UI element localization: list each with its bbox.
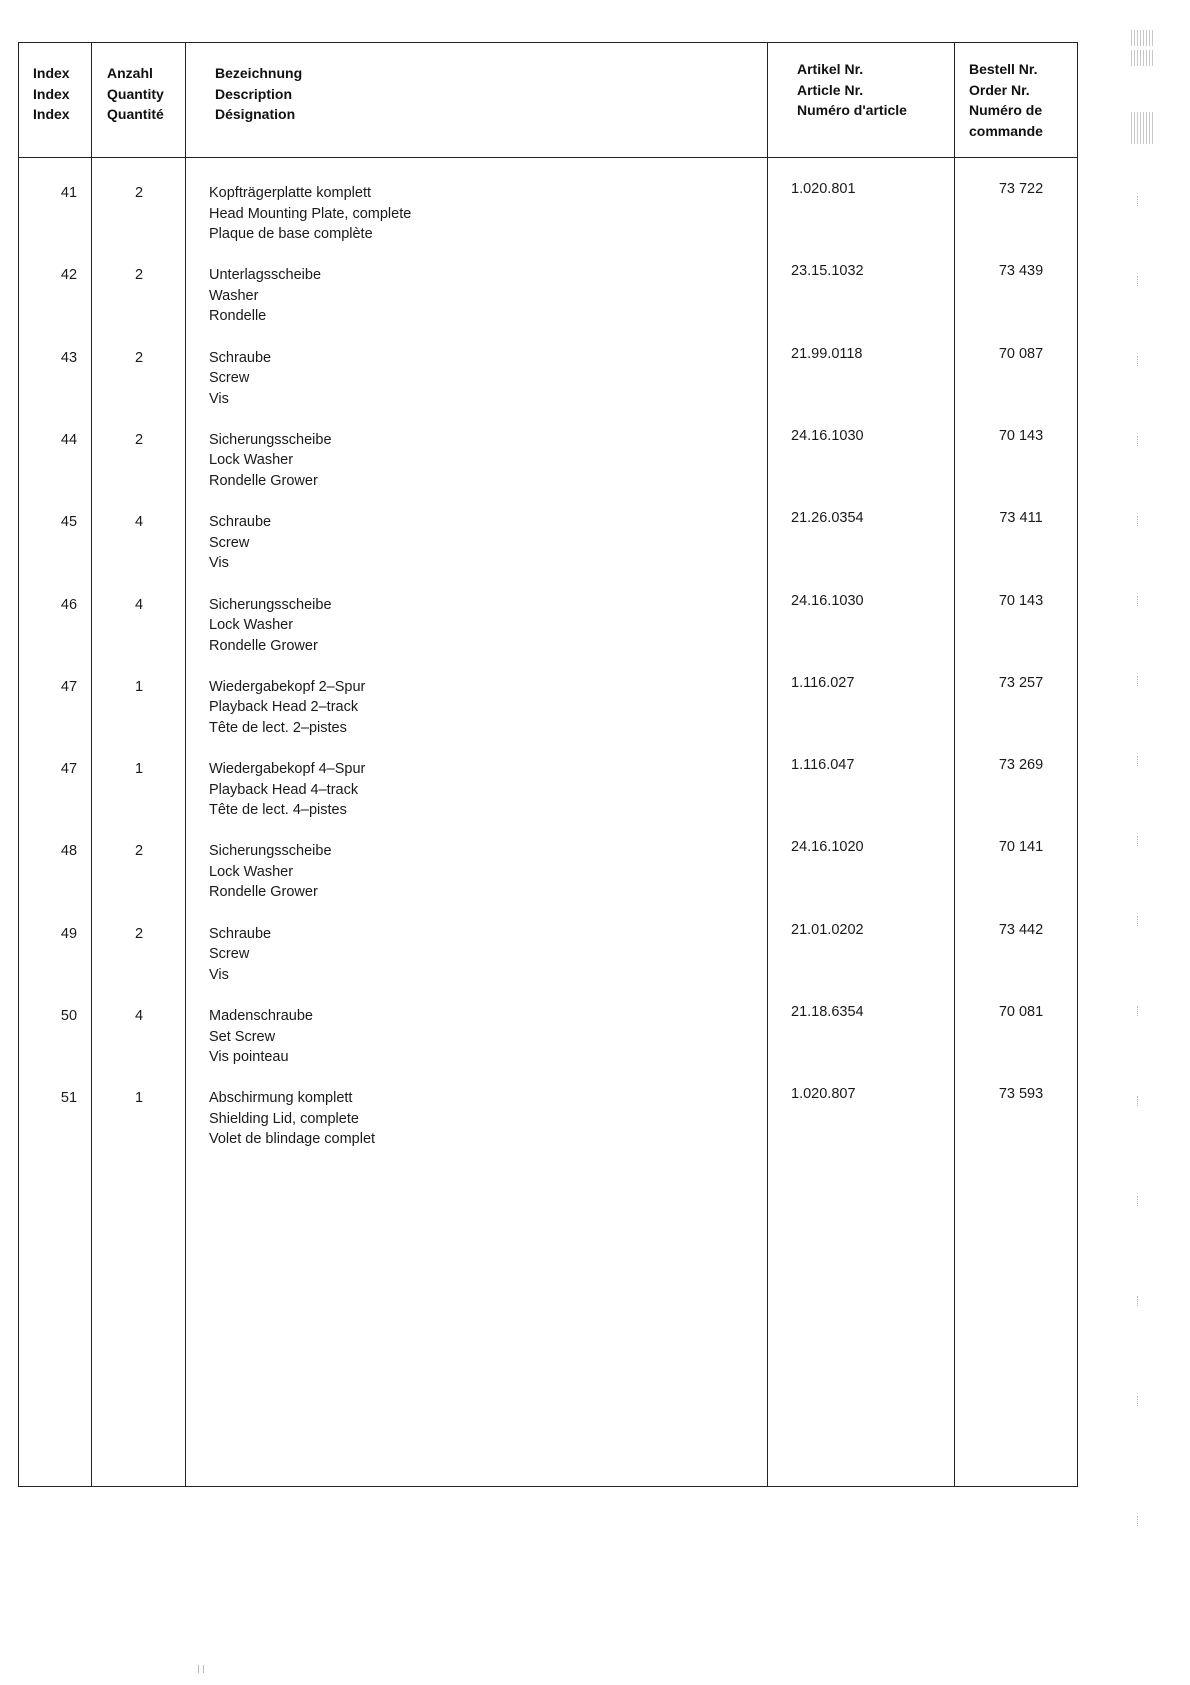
description-line: Unterlagsscheibe [209, 267, 322, 284]
description-line: Vis [209, 555, 229, 572]
table-row [19, 265, 1077, 347]
row-index: 49 [60, 925, 78, 942]
row-description [209, 595, 332, 657]
table-row [19, 427, 1077, 512]
description-line: Rondelle [209, 308, 267, 325]
row-description [209, 924, 271, 986]
row-article-number: 1.020.801 [791, 181, 856, 197]
scan-artifact [1137, 1096, 1142, 1106]
table-row [19, 1088, 1077, 1170]
scan-edge-marks [1125, 26, 1159, 1566]
header-divider [19, 157, 1077, 158]
scan-artifact [1137, 436, 1142, 446]
table-row [19, 674, 1077, 759]
row-quantity: 2 [134, 349, 144, 366]
scan-artifact [1137, 676, 1142, 686]
description-line: Lock Washer [209, 863, 294, 880]
description-line: Schraube [209, 514, 272, 531]
table-row [19, 512, 1077, 594]
description-line: Sicherungsscheibe [209, 431, 332, 448]
row-order-number: 73 722 [998, 181, 1044, 197]
header-description: Bezeichnung Description Désignation [215, 65, 303, 122]
description-line: Vis [209, 966, 229, 983]
description-line: Rondelle Grower [209, 884, 318, 901]
description-line: Screw [209, 370, 250, 387]
row-index: 42 [60, 267, 78, 284]
row-article-number: 23.15.1032 [791, 263, 864, 280]
row-description [209, 265, 321, 327]
row-quantity: 2 [134, 267, 144, 284]
row-article-number: 21.99.0118 [791, 345, 863, 362]
row-order-number: 70 141 [998, 839, 1044, 856]
row-order-number: 73 442 [998, 921, 1044, 938]
description-line: Schraube [209, 925, 272, 942]
description-line: Plaque de base complète [209, 226, 373, 242]
description-line: Screw [209, 946, 250, 963]
scan-artifact [1137, 1396, 1142, 1406]
row-order-number: 73 439 [998, 263, 1044, 280]
description-line: Rondelle Grower [209, 472, 318, 489]
description-line: Head Mounting Plate, complete [209, 205, 412, 222]
table-row [19, 592, 1077, 677]
description-line: Playback Head 2–track [209, 699, 359, 716]
scan-artifact [1137, 516, 1142, 526]
scan-artifact [1137, 1516, 1142, 1526]
row-order-number: 70 143 [998, 427, 1044, 444]
row-order-number: 70 087 [998, 345, 1044, 362]
table-row [19, 759, 1077, 841]
scan-artifact [1137, 276, 1142, 286]
description-line: Vis [209, 390, 229, 407]
table-row [19, 841, 1077, 923]
header-index: Index Index Index [33, 65, 70, 122]
table-row [19, 921, 1077, 1006]
row-description [209, 1006, 313, 1068]
table-row [19, 183, 1077, 265]
scan-artifact [1137, 596, 1142, 606]
table-row [19, 345, 1077, 430]
description-line: Sicherungsscheibe [209, 596, 332, 613]
row-article-number: 24.16.1030 [791, 592, 864, 609]
row-index: 46 [60, 596, 78, 613]
row-description [209, 1088, 375, 1150]
scan-artifact [1137, 1196, 1142, 1206]
row-order-number: 70 143 [998, 592, 1044, 609]
row-quantity: 2 [134, 843, 144, 860]
row-quantity: 2 [134, 185, 144, 201]
description-line: Madenschraube [209, 1008, 313, 1024]
description-line: Wiedergabekopf 2–Spur [209, 678, 366, 695]
row-order-number: 73 257 [998, 674, 1044, 691]
row-index: 47 [60, 761, 78, 778]
scan-artifact [1137, 356, 1142, 366]
description-line: Tête de lect. 2–pistes [209, 719, 347, 736]
description-line: Kopfträgerplatte komplett [209, 185, 372, 201]
header-order-number: Bestell Nr. Order Nr. Numéro de commande [969, 61, 1043, 139]
row-quantity: 2 [134, 925, 144, 942]
row-article-number: 21.18.6354 [791, 1004, 864, 1020]
description-line: Wiedergabekopf 4–Spur [209, 761, 366, 778]
header-article-number: Artikel Nr. Article Nr. Numéro d'article [797, 61, 907, 118]
row-article-number: 1.116.047 [791, 757, 855, 774]
description-line: Sicherungsscheibe [209, 843, 332, 860]
row-description [209, 512, 271, 574]
description-line: Rondelle Grower [209, 637, 318, 654]
scan-artifact [1137, 196, 1142, 206]
row-index: 45 [60, 514, 78, 531]
row-index: 41 [60, 185, 78, 201]
scan-artifact [1137, 1006, 1142, 1016]
description-line: Lock Washer [209, 617, 294, 633]
row-description [209, 841, 332, 903]
row-article-number: 1.116.027 [791, 674, 855, 691]
row-index: 47 [60, 678, 78, 695]
row-order-number: 70 081 [998, 1004, 1044, 1020]
row-article-number: 21.26.0354 [791, 510, 864, 527]
scan-artifact [1131, 112, 1153, 128]
description-line: Volet de blindage complet [209, 1131, 376, 1148]
description-line: Abschirmung komplett [209, 1090, 353, 1107]
row-index: 50 [60, 1008, 78, 1024]
row-order-number: 73 411 [999, 510, 1043, 527]
row-description [209, 759, 365, 821]
description-line: Screw [209, 534, 250, 551]
row-order-number: 73 269 [998, 757, 1044, 774]
row-article-number: 24.16.1020 [791, 839, 864, 856]
parts-list-table [18, 42, 1078, 1487]
row-quantity: 1 [134, 678, 144, 695]
table-row [19, 1006, 1077, 1088]
scan-artifact [1137, 836, 1142, 846]
scan-artifact [1137, 756, 1142, 766]
row-index: 48 [60, 843, 78, 860]
description-line: Lock Washer [209, 452, 294, 469]
description-line: Shielding Lid, complete [209, 1110, 359, 1127]
scan-artifact [1131, 30, 1153, 46]
scan-artifact [1131, 128, 1153, 144]
row-quantity: 2 [134, 431, 144, 448]
row-index: 43 [60, 349, 78, 366]
row-description [209, 430, 332, 492]
description-line: Schraube [209, 349, 272, 366]
scan-artifact [1137, 1296, 1142, 1306]
header-quantity: Anzahl Quantity Quantité [107, 65, 164, 122]
row-quantity: 1 [134, 761, 144, 778]
description-line: Washer [209, 287, 259, 304]
row-quantity: 1 [134, 1090, 144, 1107]
row-article-number: 24.16.1030 [791, 427, 864, 444]
description-line: Set Screw [209, 1028, 276, 1045]
row-order-number: 73 593 [998, 1086, 1044, 1103]
scan-artifact [198, 1665, 204, 1673]
row-quantity: 4 [134, 514, 144, 531]
description-line: Playback Head 4–track [209, 781, 359, 798]
row-index: 44 [60, 431, 78, 448]
row-index: 51 [60, 1090, 78, 1107]
description-line: Vis pointeau [209, 1049, 289, 1065]
row-description [209, 348, 271, 410]
scan-artifact [1131, 50, 1153, 66]
scan-artifact [1137, 916, 1142, 926]
row-article-number: 21.01.0202 [791, 921, 864, 938]
row-description [209, 183, 411, 245]
description-line: Tête de lect. 4–pistes [209, 802, 347, 819]
row-quantity: 4 [134, 596, 144, 613]
row-quantity: 4 [134, 1008, 144, 1024]
row-description [209, 677, 365, 739]
row-article-number: 1.020.807 [791, 1086, 856, 1103]
